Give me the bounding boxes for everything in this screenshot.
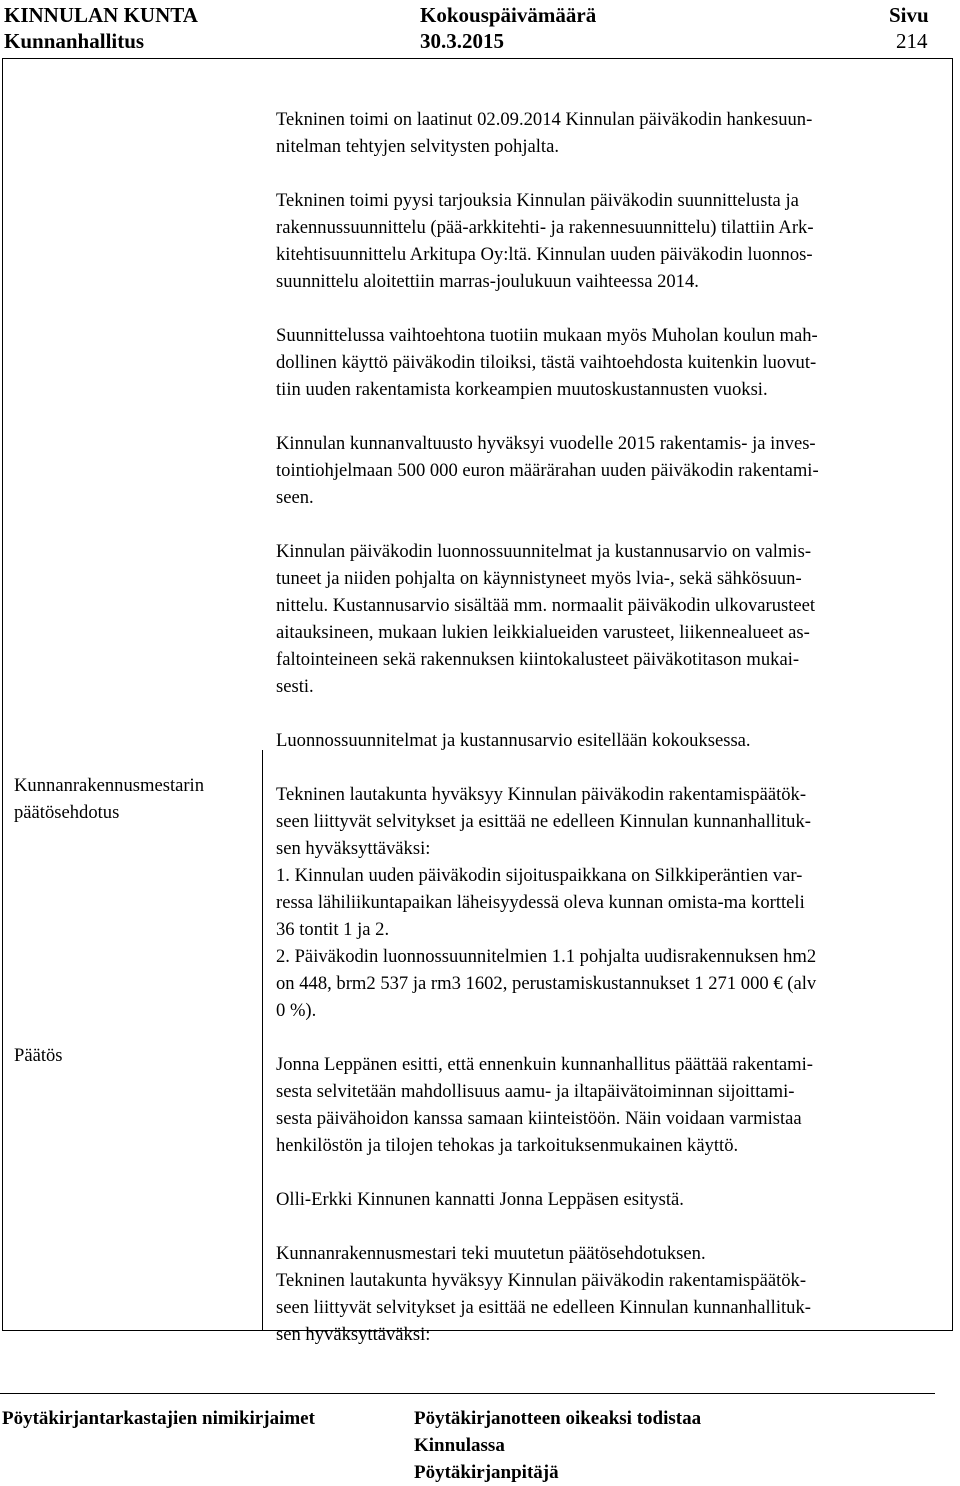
text-line: 0 %). — [276, 1000, 317, 1021]
paragraph-gap — [276, 1213, 946, 1240]
text-line: Tekninen lautakunta hyväksyy Kinnulan päiväkodin rakentamispäätök- — [276, 1270, 807, 1291]
text-line: Olli-Erkki Kinnunen kannatti Jonna Leppäsen esitystä. — [276, 1189, 684, 1210]
governing-body: Kunnanhallitus — [4, 29, 145, 53]
text-line: sen hyväksyttäväksi: — [276, 1324, 431, 1345]
text-line: henkilöstön ja tilojen tehokas ja tarkoituksenmukainen käyttö. — [276, 1135, 739, 1156]
footer-rule — [0, 1393, 935, 1394]
paragraph-gap — [276, 403, 946, 430]
text-line: nitelman tehtyjen selvitysten pohjalta. — [276, 136, 559, 157]
organization-name: KINNULAN KUNTA — [4, 3, 198, 27]
text-line: Tekninen lautakunta hyväksyy Kinnulan päiväkodin rakentamispäätök- — [276, 784, 807, 805]
column-divider — [262, 750, 263, 1331]
paragraph-gap — [276, 295, 946, 322]
text-line: seen liittyvät selvitykset ja esittää ne edelleen Kinnulan kunnanhallituk- — [276, 811, 811, 832]
text-line: Tekninen toimi on laatinut 02.09.2014 Kinnulan päiväkodin hankesuun- — [276, 109, 813, 130]
text-line: on 448, brm2 537 ja rm3 1602, perustamiskustannukset 1 271 000 € (alv — [276, 973, 817, 994]
text-line: Kinnulan päiväkodin luonnossuunnitelmat ja kustannusarvio on valmis- — [276, 541, 812, 562]
text-line: tiin uuden rakentamista korkeampien muutoskustannusten vuoksi. — [276, 379, 768, 400]
proposal-label-line1: Kunnanrakennusmestarin — [14, 775, 205, 796]
text-line: Tekninen toimi pyysi tarjouksia Kinnulan päiväkodin suunnittelusta ja — [276, 190, 799, 211]
page-label: Sivu — [889, 3, 929, 27]
text-line: aitauksineen, mukaan lukien leikkialueiden varusteet, liikennealueet as- — [276, 622, 810, 643]
text-line: Kunnanrakennusmestari teki muutetun päätösehdotuksen. — [276, 1243, 706, 1264]
footer-signatures: Pöytäkirjantarkastajien nimikirjaimet — [2, 1408, 315, 1429]
text-line: tointiohjelmaan 500 000 euron määrärahan uuden päiväkodin rakentami- — [276, 460, 819, 481]
text-line: 2. Päiväkodin luonnossuunnitelmien 1.1 pohjalta uudisrakennuksen hm2 — [276, 946, 817, 967]
paragraph-gap — [276, 1159, 946, 1186]
text-line: sen hyväksyttäväksi: — [276, 838, 431, 859]
footer-keeper: Pöytäkirjanpitäjä — [414, 1462, 559, 1483]
text-line: nittelu. Kustannusarvio sisältää mm. normaalit päiväkodin ulkovarusteet — [276, 595, 816, 616]
footer-certified: Pöytäkirjanotteen oikeaksi todistaa — [414, 1408, 702, 1429]
text-line: suunnittelu aloitettiin marras-joulukuun vaihteessa 2014. — [276, 271, 699, 292]
meeting-date-label: Kokouspäivämäärä — [420, 3, 597, 27]
text-line: sesta selvitetään mahdollisuus aamu- ja iltapäivätoiminnan sijoittami- — [276, 1081, 795, 1102]
paragraph-gap — [276, 700, 946, 727]
paragraph-gap — [276, 754, 946, 781]
text-line: sesti. — [276, 676, 314, 697]
footer-place: Kinnulassa — [414, 1435, 505, 1456]
text-line: sesta päivähoidon kanssa samaan kiinteistöön. Näin voidaan varmistaa — [276, 1108, 802, 1129]
page-number: 214 — [896, 29, 928, 53]
text-line: 1. Kinnulan uuden päiväkodin sijoituspaikkana on Silkkiperäntien var- — [276, 865, 803, 886]
meeting-date: 30.3.2015 — [420, 29, 504, 53]
text-line: Kinnulan kunnanvaltuusto hyväksyi vuodelle 2015 rakentamis- ja inves- — [276, 433, 816, 454]
text-line: faltointeineen sekä rakennuksen kiintokalusteet päiväkotitason mukai- — [276, 649, 800, 670]
text-line: kitehtisuunnittelu Arkitupa Oy:ltä. Kinnulan uuden päiväkodin luonnos- — [276, 244, 813, 265]
text-line: Suunnittelussa vaihtoehtona tuotiin mukaan myös Muholan koulun mah- — [276, 325, 818, 346]
text-line: seen liittyvät selvitykset ja esittää ne edelleen Kinnulan kunnanhallituk- — [276, 1297, 811, 1318]
paragraph-gap — [276, 160, 946, 187]
text-line: tuneet ja niiden pohjalta on käynnistyneet myös lvia-, sekä sähkösuun- — [276, 568, 802, 589]
paragraph-gap — [276, 511, 946, 538]
paragraph-gap — [276, 1024, 946, 1051]
text-line: dollinen käyttö päiväkodin tiloiksi, tästä vaihtoehdosta kuitenkin luovut- — [276, 352, 817, 373]
text-line: Jonna Leppänen esitti, että ennenkuin kunnanhallitus päättää rakentami- — [276, 1054, 813, 1075]
text-line: Luonnossuunnitelmat ja kustannusarvio esitellään kokouksessa. — [276, 730, 751, 751]
text-line: seen. — [276, 487, 314, 508]
text-line: ressa lähiliikuntapaikan läheisyydessä oleva kunnan omista-ma kortteli — [276, 892, 805, 913]
decision-label: Päätös — [14, 1045, 63, 1066]
text-line: rakennussuunnittelu (pää-arkkitehti- ja rakennesuunnittelu) tilattiin Ark- — [276, 217, 814, 238]
minutes-text — [276, 106, 946, 1348]
proposal-label-line2: päätösehdotus — [14, 802, 120, 823]
text-line: 36 tontit 1 ja 2. — [276, 919, 390, 940]
